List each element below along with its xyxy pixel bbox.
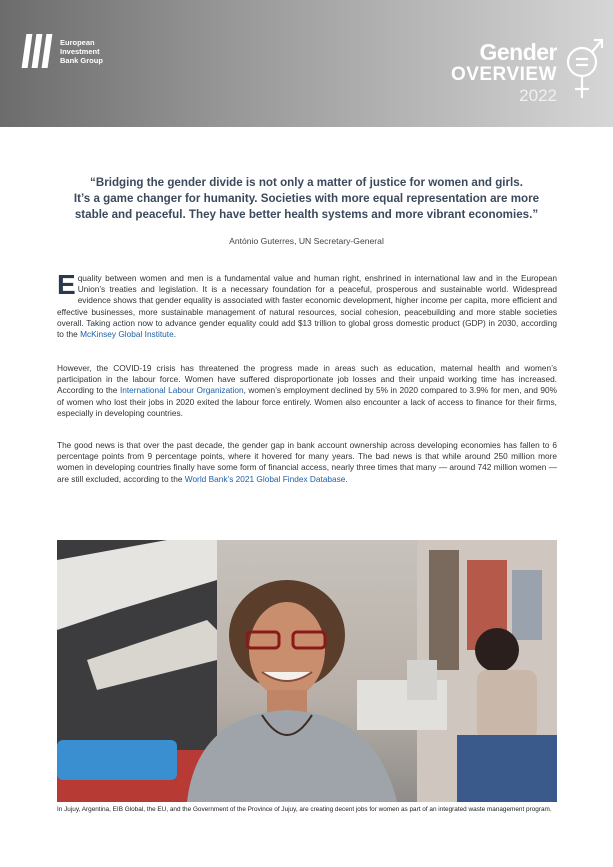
- ilo-link[interactable]: International Labour Organization: [119, 385, 244, 396]
- paragraph-text: .: [345, 473, 348, 484]
- pull-quote: [60, 175, 553, 223]
- paragraph-text: .: [173, 329, 177, 340]
- eib-logo: [22, 34, 103, 68]
- paragraph-text: quality between women and men is a fundamental value and human right, enshrined in international law and in the European Union’s treaties and legislation. It is a necessary foundation for a peaceful, prosperous and sustainable world. Widespread evidence shows that gender equality is associated with faster economic development, higher income per capita, more efficient and effective businesses, more sustainable management of natural resources, social cohesion, peacebuilding and more stable societies overall. Taking action now to advance gender equality could add $13 trillion to global gross domestic product (GDP) in 2030, according to the: [57, 273, 557, 340]
- page-header: [0, 0, 613, 127]
- photo-illustration: [57, 540, 557, 802]
- report-title: [451, 40, 557, 106]
- quote-line: “Bridging the gender divide is not only a matter of justice for women and girls.: [90, 176, 523, 189]
- title-overview: OVERVIEW: [450, 64, 557, 85]
- title-gender: Gender: [479, 39, 557, 65]
- quote-line: It’s a game changer for humanity. Societies with more equal representation are more: [73, 192, 540, 205]
- quote-line: stable and peaceful. They have better health systems and more vibrant economies.”: [74, 208, 539, 221]
- photo-caption: In Jujuy, Argentina, EIB Global, the EU, and the Government of the Province of Jujuy, are creating decent jobs for women as part of an integrated waste management program.: [57, 806, 552, 813]
- mckinsey-link[interactable]: McKinsey Global Institute: [80, 329, 174, 340]
- org-name-line1: European: [60, 37, 95, 47]
- quote-author: António Guterres, UN Secretary-General: [229, 236, 384, 246]
- report-year: 2022: [519, 86, 557, 105]
- paragraph-text: The good news is that over the past decade, the gender gap in bank account ownership across developing economies has fallen to 6 percentage points from 9 percentage points, where it hovered for many years. The bad news is that while around 250 million more women in developing countries finally have some form of financial access, nearly three times that many — around 742 million women — are still excluded, according to the: [57, 440, 557, 484]
- body-paragraph-3: [57, 440, 557, 485]
- drop-cap: E: [57, 269, 76, 300]
- gender-equality-icon: [562, 32, 606, 102]
- org-name-line3: Bank Group: [60, 55, 103, 65]
- eib-logo-mark-icon: [22, 34, 54, 68]
- workshop-photo: [57, 540, 557, 802]
- world-bank-findex-link[interactable]: World Bank’s 2021 Global Findex Database: [184, 473, 346, 484]
- body-paragraph-2: [57, 363, 557, 419]
- body-paragraph-1: [57, 269, 557, 340]
- paragraph-text: However, the COVID-19 crisis has threatened the progress made in areas such as education, maternal health and women’s participation in the labour force. Women have suffered disproportionate job losses and their unpaid working time has increased. According to the: [57, 363, 557, 396]
- org-name-line2: Investment: [60, 46, 100, 56]
- eib-logo-text: [60, 38, 103, 65]
- paragraph-text: , women’s employment declined by 5% in 2020 compared to 3.9% for men, and 90% of women who lost their jobs in 2020 exited the labour force entirely. Women also encounter a lack of access to finance for their firms, especially in developing countries.: [57, 385, 558, 418]
